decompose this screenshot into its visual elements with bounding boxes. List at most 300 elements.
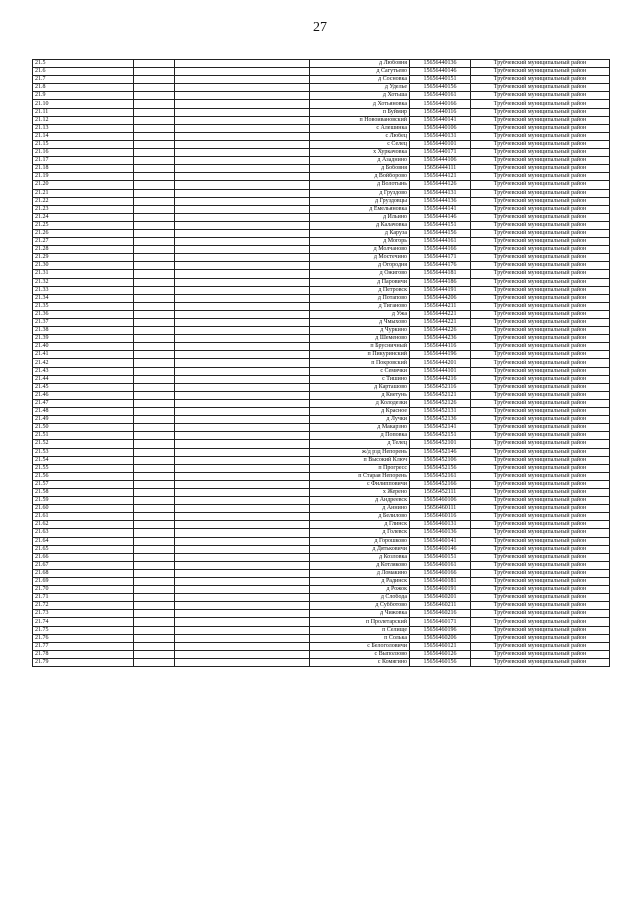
empty-cell	[175, 76, 310, 84]
settlement-name: с Любец	[310, 132, 410, 140]
empty-cell	[134, 642, 175, 650]
table-row	[33, 610, 610, 618]
district-name: Трубчевский муниципальный район	[471, 602, 610, 610]
row-number: 21.44	[33, 375, 134, 383]
row-number: 21.55	[33, 464, 134, 472]
settlement-name: д Голевск	[310, 529, 410, 537]
settlement-name: с Комягино	[310, 658, 410, 666]
table-row	[33, 408, 610, 416]
table-row	[33, 569, 610, 577]
empty-cell	[134, 497, 175, 505]
table-row	[33, 391, 610, 399]
district-name: Трубчевский муниципальный район	[471, 618, 610, 626]
table-body	[33, 60, 610, 667]
row-number: 21.24	[33, 213, 134, 221]
table-row	[33, 254, 610, 262]
district-name: Трубчевский муниципальный район	[471, 189, 610, 197]
empty-cell	[175, 424, 310, 432]
oktmo-code: 15656460106	[410, 497, 471, 505]
row-number: 21.10	[33, 100, 134, 108]
table-row	[33, 521, 610, 529]
row-number: 21.20	[33, 181, 134, 189]
empty-cell	[134, 84, 175, 92]
empty-cell	[134, 351, 175, 359]
empty-cell	[175, 658, 310, 666]
district-name: Трубчевский муниципальный район	[471, 432, 610, 440]
oktmo-code: 15656460206	[410, 634, 471, 642]
empty-cell	[134, 399, 175, 407]
oktmo-code: 15656452101	[410, 440, 471, 448]
table-row	[33, 416, 610, 424]
settlement-name: п Солька	[310, 634, 410, 642]
empty-cell	[175, 213, 310, 221]
empty-cell	[175, 408, 310, 416]
settlement-name: д Белилово	[310, 513, 410, 521]
settlement-name: д Котляково	[310, 561, 410, 569]
oktmo-code: 15656444126	[410, 181, 471, 189]
empty-cell	[175, 140, 310, 148]
district-name: Трубчевский муниципальный район	[471, 294, 610, 302]
oktmo-code: 15656444101	[410, 367, 471, 375]
oktmo-code: 15656460111	[410, 505, 471, 513]
empty-cell	[134, 440, 175, 448]
empty-cell	[134, 140, 175, 148]
row-number: 21.47	[33, 399, 134, 407]
empty-cell	[134, 610, 175, 618]
empty-cell	[134, 254, 175, 262]
oktmo-code: 15656460196	[410, 626, 471, 634]
empty-cell	[175, 440, 310, 448]
empty-cell	[134, 424, 175, 432]
row-number: 21.65	[33, 545, 134, 553]
empty-cell	[134, 529, 175, 537]
empty-cell	[175, 553, 310, 561]
oktmo-code: 15656444121	[410, 173, 471, 181]
district-name: Трубчевский муниципальный район	[471, 505, 610, 513]
oktmo-code: 15656452131	[410, 408, 471, 416]
table-row	[33, 327, 610, 335]
empty-cell	[134, 68, 175, 76]
empty-cell	[134, 327, 175, 335]
row-number: 21.79	[33, 658, 134, 666]
district-name: Трубчевский муниципальный район	[471, 221, 610, 229]
row-number: 21.35	[33, 302, 134, 310]
table-row	[33, 513, 610, 521]
oktmo-code: 15656460126	[410, 650, 471, 658]
district-name: Трубчевский муниципальный район	[471, 140, 610, 148]
settlement-name: д Сагутьево	[310, 68, 410, 76]
empty-cell	[134, 335, 175, 343]
empty-cell	[175, 310, 310, 318]
settlement-name: д Могорь	[310, 238, 410, 246]
row-number: 21.23	[33, 205, 134, 213]
empty-cell	[134, 383, 175, 391]
oktmo-code: 15656460216	[410, 610, 471, 618]
empty-cell	[134, 302, 175, 310]
district-name: Трубчевский муниципальный район	[471, 213, 610, 221]
empty-cell	[134, 545, 175, 553]
settlement-name: д Карташово	[310, 383, 410, 391]
empty-cell	[175, 221, 310, 229]
oktmo-code: 15656452156	[410, 464, 471, 472]
oktmo-code: 15656440136	[410, 60, 471, 68]
row-number: 21.17	[33, 157, 134, 165]
table-row	[33, 319, 610, 327]
oktmo-code: 15656444136	[410, 197, 471, 205]
row-number: 21.64	[33, 537, 134, 545]
row-number: 21.6	[33, 68, 134, 76]
oktmo-code: 15656460151	[410, 553, 471, 561]
empty-cell	[175, 642, 310, 650]
settlement-name: д Ожигово	[310, 270, 410, 278]
oktmo-code: 15656440141	[410, 116, 471, 124]
empty-cell	[134, 561, 175, 569]
empty-cell	[134, 221, 175, 229]
district-name: Трубчевский муниципальный район	[471, 521, 610, 529]
district-name: Трубчевский муниципальный район	[471, 60, 610, 68]
district-name: Трубчевский муниципальный район	[471, 569, 610, 577]
oktmo-code: 15656460211	[410, 602, 471, 610]
district-name: Трубчевский муниципальный район	[471, 610, 610, 618]
district-name: Трубчевский муниципальный район	[471, 270, 610, 278]
table-row	[33, 213, 610, 221]
empty-cell	[175, 189, 310, 197]
empty-cell	[134, 594, 175, 602]
table-row	[33, 60, 610, 68]
empty-cell	[134, 116, 175, 124]
empty-cell	[134, 416, 175, 424]
table-row	[33, 626, 610, 634]
table-row	[33, 367, 610, 375]
empty-cell	[134, 181, 175, 189]
district-name: Трубчевский муниципальный район	[471, 594, 610, 602]
settlement-name: д Макарзно	[310, 424, 410, 432]
table-row	[33, 464, 610, 472]
district-name: Трубчевский муниципальный район	[471, 440, 610, 448]
empty-cell	[175, 92, 310, 100]
table-row	[33, 173, 610, 181]
table-row	[33, 76, 610, 84]
settlement-name: с Белоголовичи	[310, 642, 410, 650]
settlement-name: д Дятьковичи	[310, 545, 410, 553]
table-row	[33, 181, 610, 189]
empty-cell	[134, 618, 175, 626]
row-number: 21.74	[33, 618, 134, 626]
settlement-name: п Покровский	[310, 359, 410, 367]
oktmo-code: 15656440151	[410, 76, 471, 84]
table-row	[33, 383, 610, 391]
district-name: Трубчевский муниципальный район	[471, 84, 610, 92]
table-row	[33, 545, 610, 553]
settlement-name: д Андреевск	[310, 497, 410, 505]
row-number: 21.69	[33, 578, 134, 586]
row-number: 21.37	[33, 319, 134, 327]
district-name: Трубчевский муниципальный район	[471, 197, 610, 205]
empty-cell	[134, 505, 175, 513]
empty-cell	[175, 270, 310, 278]
oktmo-code: 15656452161	[410, 472, 471, 480]
row-number: 21.21	[33, 189, 134, 197]
empty-cell	[175, 60, 310, 68]
district-name: Трубчевский муниципальный район	[471, 408, 610, 416]
table-row	[33, 221, 610, 229]
row-number: 21.32	[33, 278, 134, 286]
table-row	[33, 286, 610, 294]
row-number: 21.57	[33, 480, 134, 488]
row-number: 21.67	[33, 561, 134, 569]
oktmo-code: 15656460141	[410, 537, 471, 545]
oktmo-code: 15656440106	[410, 124, 471, 132]
oktmo-code: 15656444151	[410, 221, 471, 229]
row-number: 21.78	[33, 650, 134, 658]
oktmo-code: 15656444201	[410, 359, 471, 367]
empty-cell	[175, 367, 310, 375]
district-name: Трубчевский муниципальный район	[471, 181, 610, 189]
empty-cell	[134, 432, 175, 440]
table-row	[33, 100, 610, 108]
row-number: 21.75	[33, 626, 134, 634]
table-row	[33, 537, 610, 545]
empty-cell	[175, 100, 310, 108]
table-row	[33, 246, 610, 254]
row-number: 21.19	[33, 173, 134, 181]
empty-cell	[175, 505, 310, 513]
settlement-name: д Войборово	[310, 173, 410, 181]
settlements-table	[32, 59, 610, 667]
district-name: Трубчевский муниципальный район	[471, 262, 610, 270]
empty-cell	[175, 537, 310, 545]
oktmo-code: 15656444216	[410, 375, 471, 383]
empty-cell	[175, 173, 310, 181]
empty-cell	[134, 197, 175, 205]
district-name: Трубчевский муниципальный район	[471, 351, 610, 359]
table-row	[33, 456, 610, 464]
settlement-name: д Мостечино	[310, 254, 410, 262]
empty-cell	[175, 594, 310, 602]
empty-cell	[175, 68, 310, 76]
district-name: Трубчевский муниципальный район	[471, 278, 610, 286]
table-row	[33, 229, 610, 237]
settlement-name: д Чмыхово	[310, 319, 410, 327]
settlement-name: д Бобовня	[310, 165, 410, 173]
oktmo-code: 15656452121	[410, 391, 471, 399]
oktmo-code: 15656460116	[410, 513, 471, 521]
settlement-name: с Выползово	[310, 650, 410, 658]
empty-cell	[134, 513, 175, 521]
table-row	[33, 157, 610, 165]
table-row	[33, 197, 610, 205]
district-name: Трубчевский муниципальный район	[471, 586, 610, 594]
district-name: Трубчевский муниципальный район	[471, 254, 610, 262]
row-number: 21.22	[33, 197, 134, 205]
empty-cell	[175, 238, 310, 246]
settlement-name: д Хотьша	[310, 92, 410, 100]
table-row	[33, 116, 610, 124]
settlement-name: д Петровск	[310, 286, 410, 294]
empty-cell	[134, 229, 175, 237]
table-row	[33, 553, 610, 561]
empty-cell	[175, 262, 310, 270]
empty-cell	[175, 634, 310, 642]
empty-cell	[175, 569, 310, 577]
table-row	[33, 480, 610, 488]
table-row	[33, 238, 610, 246]
oktmo-code: 15656444181	[410, 270, 471, 278]
oktmo-code: 15656444196	[410, 351, 471, 359]
empty-cell	[175, 375, 310, 383]
row-number: 21.60	[33, 505, 134, 513]
empty-cell	[134, 578, 175, 586]
empty-cell	[134, 294, 175, 302]
row-number: 21.50	[33, 424, 134, 432]
empty-cell	[134, 343, 175, 351]
table-row	[33, 335, 610, 343]
table-row	[33, 529, 610, 537]
empty-cell	[134, 408, 175, 416]
oktmo-code: 15656452126	[410, 399, 471, 407]
empty-cell	[175, 205, 310, 213]
empty-cell	[175, 578, 310, 586]
oktmo-code: 15656444111	[410, 165, 471, 173]
district-name: Трубчевский муниципальный район	[471, 448, 610, 456]
settlement-name: с Селец	[310, 140, 410, 148]
empty-cell	[134, 278, 175, 286]
empty-cell	[134, 367, 175, 375]
empty-cell	[134, 553, 175, 561]
district-name: Трубчевский муниципальный район	[471, 286, 610, 294]
settlement-name: п Пикуринский	[310, 351, 410, 359]
district-name: Трубчевский муниципальный район	[471, 165, 610, 173]
table-row	[33, 561, 610, 569]
table-row	[33, 650, 610, 658]
table-row	[33, 205, 610, 213]
settlement-name: д Рожок	[310, 586, 410, 594]
oktmo-code: 15656452111	[410, 488, 471, 496]
table-row	[33, 618, 610, 626]
empty-cell	[175, 456, 310, 464]
row-number: 21.30	[33, 262, 134, 270]
oktmo-code: 15656444116	[410, 343, 471, 351]
empty-cell	[175, 521, 310, 529]
district-name: Трубчевский муниципальный район	[471, 173, 610, 181]
settlement-name: д Телец	[310, 440, 410, 448]
settlement-name: д Тиганово	[310, 302, 410, 310]
empty-cell	[134, 270, 175, 278]
oktmo-code: 15656452116	[410, 383, 471, 391]
district-name: Трубчевский муниципальный район	[471, 205, 610, 213]
empty-cell	[175, 108, 310, 116]
settlement-name: д Радинск	[310, 578, 410, 586]
oktmo-code: 15656444221	[410, 319, 471, 327]
row-number: 21.45	[33, 383, 134, 391]
settlement-name: д Потапово	[310, 294, 410, 302]
empty-cell	[134, 456, 175, 464]
district-name: Трубчевский муниципальный район	[471, 310, 610, 318]
oktmo-code: 15656444146	[410, 213, 471, 221]
district-name: Трубчевский муниципальный район	[471, 76, 610, 84]
district-name: Трубчевский муниципальный район	[471, 375, 610, 383]
table-row	[33, 448, 610, 456]
table-row	[33, 149, 610, 157]
table-row	[33, 634, 610, 642]
empty-cell	[134, 149, 175, 157]
district-name: Трубчевский муниципальный район	[471, 626, 610, 634]
settlement-name: д Сосновка	[310, 76, 410, 84]
district-name: Трубчевский муниципальный район	[471, 399, 610, 407]
row-number: 21.40	[33, 343, 134, 351]
empty-cell	[175, 497, 310, 505]
empty-cell	[175, 343, 310, 351]
district-name: Трубчевский муниципальный район	[471, 578, 610, 586]
table-row	[33, 642, 610, 650]
empty-cell	[134, 165, 175, 173]
oktmo-code: 15656452146	[410, 448, 471, 456]
table-row	[33, 488, 610, 496]
empty-cell	[134, 100, 175, 108]
district-name: Трубчевский муниципальный район	[471, 246, 610, 254]
district-name: Трубчевский муниципальный район	[471, 327, 610, 335]
empty-cell	[134, 464, 175, 472]
empty-cell	[175, 302, 310, 310]
table-row	[33, 351, 610, 359]
district-name: Трубчевский муниципальный район	[471, 319, 610, 327]
oktmo-code: 15656440156	[410, 84, 471, 92]
oktmo-code: 15656452136	[410, 416, 471, 424]
row-number: 21.70	[33, 586, 134, 594]
empty-cell	[175, 116, 310, 124]
row-number: 21.46	[33, 391, 134, 399]
empty-cell	[134, 537, 175, 545]
oktmo-code: 15656460156	[410, 658, 471, 666]
settlement-name: д Огородня	[310, 262, 410, 270]
row-number: 21.77	[33, 642, 134, 650]
row-number: 21.28	[33, 246, 134, 254]
settlement-name: д Чижовка	[310, 610, 410, 618]
page-number: 27	[313, 20, 327, 35]
district-name: Трубчевский муниципальный район	[471, 149, 610, 157]
settlement-name: д Ломакино	[310, 569, 410, 577]
table-row	[33, 578, 610, 586]
oktmo-code: 15656440166	[410, 100, 471, 108]
settlement-name: д Груздово	[310, 189, 410, 197]
empty-cell	[175, 197, 310, 205]
empty-cell	[175, 84, 310, 92]
empty-cell	[175, 335, 310, 343]
empty-cell	[175, 157, 310, 165]
row-number: 21.62	[33, 521, 134, 529]
oktmo-code: 15656460201	[410, 594, 471, 602]
row-number: 21.71	[33, 594, 134, 602]
district-name: Трубчевский муниципальный район	[471, 497, 610, 505]
settlement-name: д Волотынь	[310, 181, 410, 189]
empty-cell	[134, 60, 175, 68]
settlement-name: д Калачовка	[310, 221, 410, 229]
district-name: Трубчевский муниципальный район	[471, 650, 610, 658]
district-name: Трубчевский муниципальный район	[471, 658, 610, 666]
district-name: Трубчевский муниципальный район	[471, 302, 610, 310]
settlement-name: д Аннино	[310, 505, 410, 513]
settlement-name: п Брусничный	[310, 343, 410, 351]
district-name: Трубчевский муниципальный район	[471, 634, 610, 642]
district-name: Трубчевский муниципальный район	[471, 68, 610, 76]
oktmo-code: 15656440146	[410, 68, 471, 76]
empty-cell	[175, 488, 310, 496]
empty-cell	[134, 205, 175, 213]
row-number: 21.58	[33, 488, 134, 496]
empty-cell	[134, 173, 175, 181]
row-number: 21.56	[33, 472, 134, 480]
district-name: Трубчевский муниципальный район	[471, 108, 610, 116]
